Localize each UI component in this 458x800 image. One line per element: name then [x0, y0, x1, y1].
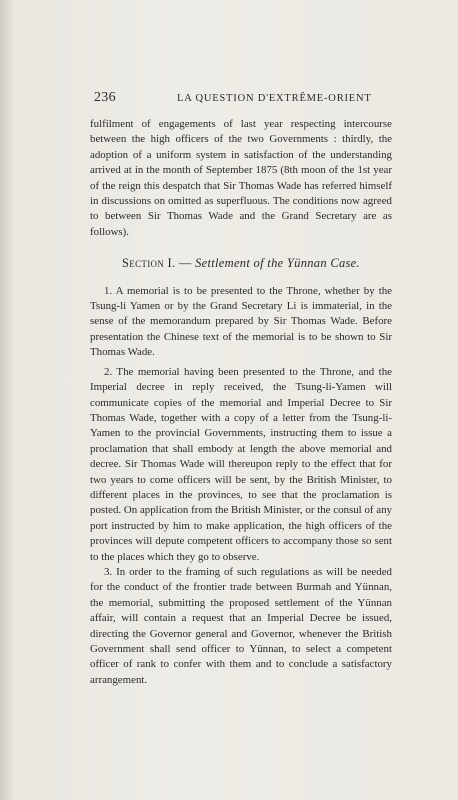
article-3: 3. In order to the framing of such regulations as will be needed for the conduct of the frontier trade between Burmah and Yünnan, the memorial, submitting the proposed settlement of the Yünnan affair, will contain a request that an Imperial Decree be issued, directing the Governor general and Governor, whenever the British Government shall send officer to Yünnan, to select a competent officer of rank to confer with them and to conclude a satisfactory arrangement. [90, 565, 392, 686]
section-dash: — [175, 256, 196, 271]
page-body [90, 117, 392, 688]
section-label: Section I. [122, 256, 176, 271]
section-heading [90, 256, 392, 271]
article-2: 2. The memorial having been presented to the Throne, and the Imperial decree in reply received, the Tsung-li-Yamen will communicate copies of the memorial and Imperial Decree to Sir Thomas Wade, together with a copy of a letter from the Tsung-li-Yamen to the provincial Governments, instructing them to issue a proclamation that shall embody at length the above memorial and decree. Sir Thomas Wade will thereupon reply to the effect that for two years to come officers will be sent, by the British Minister, to different places in the provinces, to see that the proclamation is posted. On application from the British Minister, or the consul of any port instructed by him to make application, the high officers of the provinces will depute competent officers to accompany those so sent to the places which they go to observe. [90, 365, 392, 563]
running-title: LA QUESTION D'EXTRÊME-ORIENT [177, 93, 372, 104]
page-number: 236 [94, 90, 116, 105]
section-title: Settlement of the Yünnan Case. [195, 256, 360, 271]
intro-paragraph: fulfilment of engagements of last year respecting intercourse between the high officers of the two Governments : thirdly, the adoption of a uniform system in satisfaction of the understanding arrived at in the month of September 1875 (8th moon of the 1st year of the reign this despatch that Sir Thomas Wade has referred himself in discussions on omitted as superfluous. The conditions now agreed to between Sir Thomas Wade and the Grand Secretary are as follows). [90, 118, 392, 238]
article-1: 1. A memorial is to be presented to the Throne, whether by the Tsung-li Yamen or by the Grand Secretary Li is immaterial, in the sense of the memorandum prepared by Sir Thomas Wade. Before presentation the Chinese text of the memorial is to be shown to Sir Thomas Wade. [90, 284, 392, 359]
